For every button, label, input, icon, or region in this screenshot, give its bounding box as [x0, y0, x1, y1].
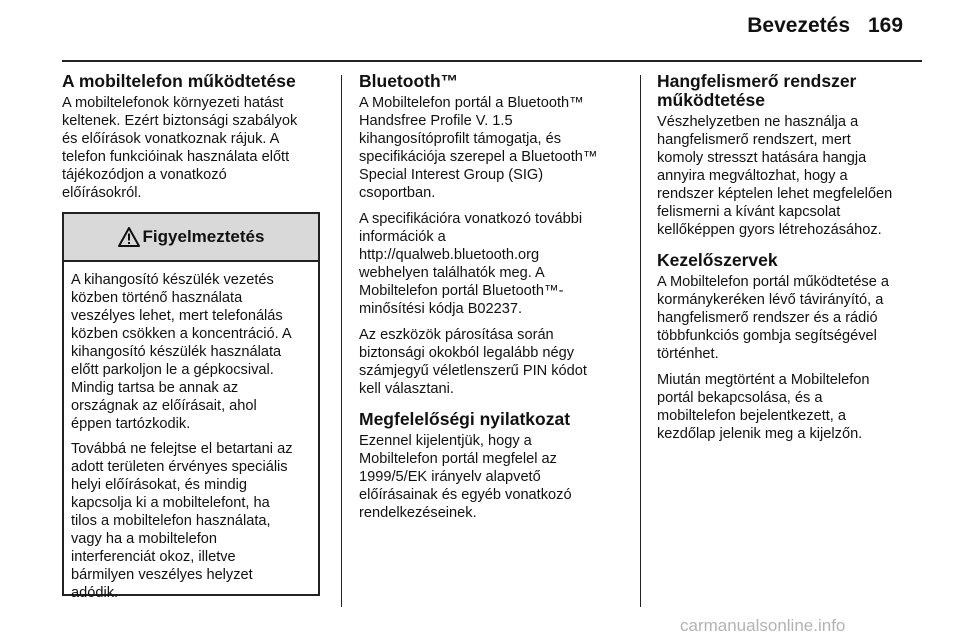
- page-number: 169: [868, 14, 904, 37]
- paragraph: Vészhelyzetben ne használja a hangfelismerő rendszert, mert komoly stresszt hatására hangja annyira megváltozhat, hogy a rendszer képtelen lehet megfelelően felismerni a kívánt kapcsolat kellőképpen gyors létrehozásához.: [657, 114, 893, 238]
- paragraph: A Mobiltelefon portál a Bluetooth™ Handsfree Profile V. 1.5 kihangosítóprofilt támogatja, és specifikációja szerepel a Bluetooth™ Special Interest Group (SIG) csoportban.: [359, 95, 598, 201]
- heading-voice-recognition: Hangfelismerő rendszer működtetése: [657, 71, 857, 110]
- paragraph: Miután megtörtént a Mobiltelefon portál bekapcsolása, és a mobiltelefon bejelentkezett, a kezdőlap jelenik meg a kijelzőn.: [657, 372, 870, 442]
- heading-declaration-of-conformity: Megfelelőségi nyilatkozat: [359, 409, 571, 429]
- column-divider: [341, 75, 342, 607]
- warning-box: [62, 212, 320, 601]
- paragraph: A Mobiltelefon portál működtetése a kormánykeréken lévő távirányító, a hangfelismerő rendszer és a rádió többfunkciós gombja segítségével történhet.: [657, 274, 890, 362]
- warning-title: Figyelmeztetés: [142, 227, 265, 246]
- column-3: [657, 72, 927, 451]
- warning-header: [64, 214, 318, 262]
- column-divider: [640, 75, 641, 607]
- paragraph: Ezennel kijelentjük, hogy a Mobiltelefon portál megfelel az 1999/5/EK irányelv alapvető előírásainak és egyéb vonatkozó rendelkezéseinek.: [359, 433, 572, 521]
- paragraph: A mobiltelefonok környezeti hatást keltenek. Ezért biztonsági szabályok és előírások vonatkoznak rájuk. A telefon funkcióinak használata előtt tájékozódjon a vonatkozó előírásokról.: [62, 95, 298, 201]
- warning-body: [64, 262, 318, 602]
- column-1: [62, 72, 327, 210]
- heading-bluetooth: Bluetooth™: [359, 71, 459, 91]
- header-rule: [62, 60, 922, 62]
- paragraph: A specifikációra vonatkozó további információk a http://qualweb.bluetooth.org webhelyen találhatók meg. A Mobiltelefon portál Bluetooth™- minősítési kódja B02237.: [359, 211, 583, 317]
- paragraph: Az eszközök párosítása során biztonsági okokból legalább négy számjegyű véletlenszerű PIN kódot kell választani.: [359, 327, 587, 397]
- warning-triangle-icon: [118, 227, 140, 247]
- section-title: Bevezetés: [747, 14, 850, 37]
- heading-mobile-operation: A mobiltelefon működtetése: [62, 71, 296, 91]
- warning-paragraph: A kihangosító készülék vezetés közben történő használata veszélyes lehet, mert telefonálás közben csökken a koncentráció. A kihangosító készülék használata előtt parkoljon le a gépkocsival. Mindig tartsa be annak az országnak az előírásait, ahol éppen tartózkodik.: [71, 272, 292, 432]
- heading-controls: Kezelőszervek: [657, 250, 778, 270]
- warning-paragraph: Továbbá ne felejtse el betartani az adott területen érvényes speciális helyi előírásokat, és mindig kapcsolja ki a mobiltelefont, ha tilos a mobiltelefon használata, vagy ha a mobiltelefon interferenciát okoz, illetve bármilyen veszélyes helyzet adódik.: [71, 441, 293, 601]
- column-2: [359, 72, 631, 530]
- watermark: carmanualsonline.info: [680, 616, 846, 635]
